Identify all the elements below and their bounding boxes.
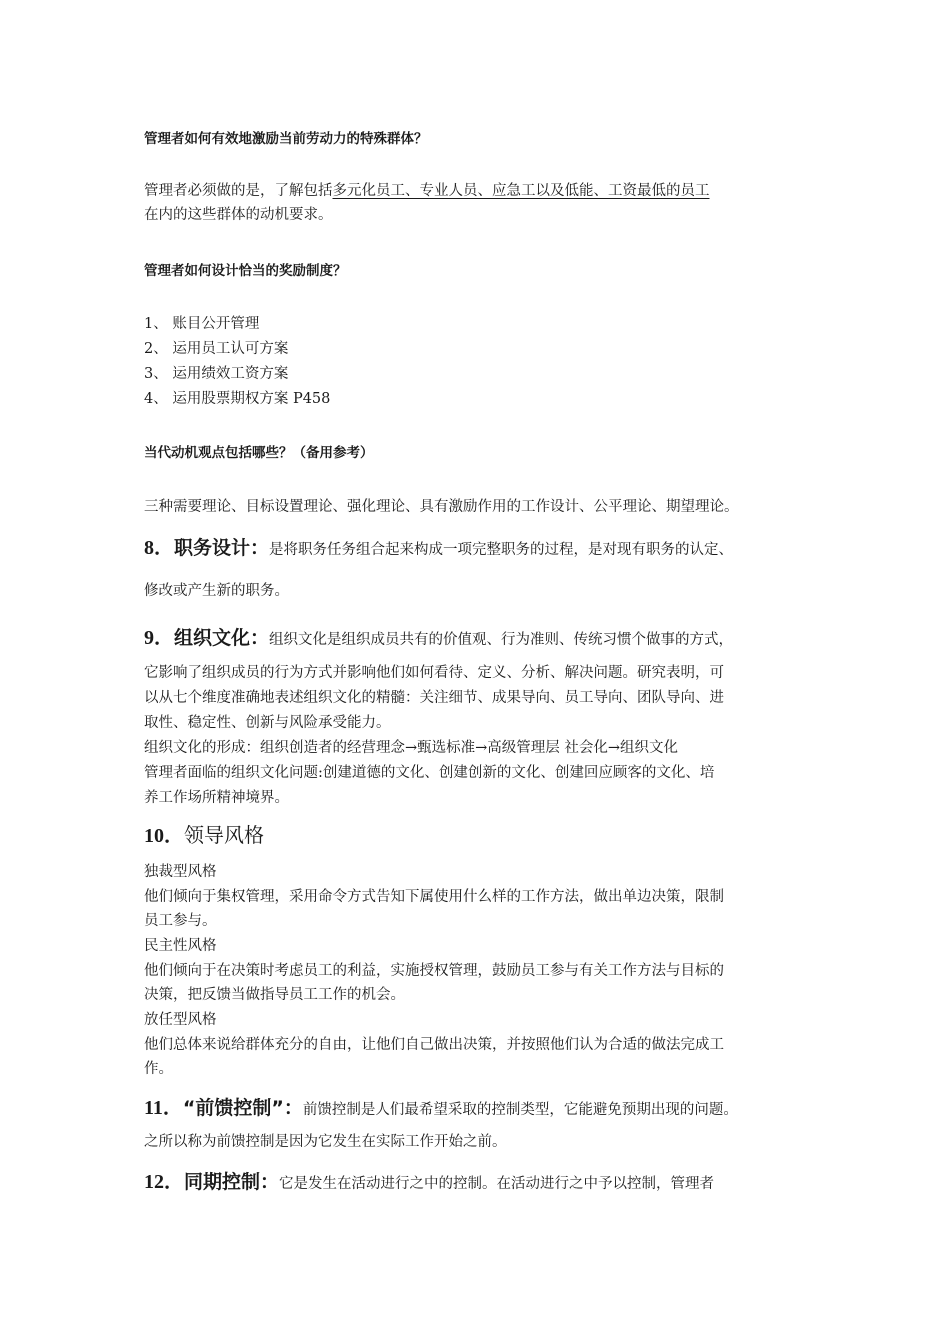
section-9-text: 组织文化是组织成员共有的价值观、行为准则、传统习惯个做事的方式，	[269, 632, 734, 648]
section-8-heading-line	[144, 534, 733, 564]
autocratic-desc-line2: 员工参与。	[144, 913, 217, 929]
section-11-text: 前馈控制是人们最希望采取的控制类型，它能避免预期出现的问题。	[302, 1102, 738, 1118]
laissez-faire-desc-line2: 作。	[144, 1061, 173, 1077]
democratic-desc-line1: 他们倾向于在决策时考虑员工的利益，实施授权管理，鼓励员工参与有关工作方法与目标的	[144, 963, 724, 979]
section-8-title: 职务设计：	[174, 537, 270, 559]
laissez-faire-desc-line1: 他们总体来说给群体充分的自由，让他们自己做出决策，并按照他们认为合适的做法完成工	[144, 1037, 724, 1053]
reward-item-1: 1、 账目公开管理	[144, 316, 260, 332]
section-10-heading	[144, 820, 264, 853]
section-10-number: 10．	[144, 825, 184, 847]
section-9-line4: 取性、稳定性、创新与风险承受能力。	[144, 715, 391, 731]
section-9-line7: 养工作场所精神境界。	[144, 790, 289, 806]
answer-special-groups-line2: 在内的这些群体的动机要求。	[144, 207, 333, 223]
section-9-line6: 管理者面临的组织文化问题:创建道德的文化、创建创新的文化、创建回应顾客的文化、培	[144, 765, 715, 781]
answer-underlined-text: 多元化员工、专业人员、应急工以及低能、工资最低的员工	[332, 183, 710, 199]
answer-text: 管理者必须做的是，了解包括	[144, 183, 333, 199]
section-11-number: 11．	[144, 1097, 183, 1119]
section-9-heading-line	[144, 624, 733, 654]
question-special-groups: 管理者如何有效地激励当前劳动力的特殊群体？	[144, 131, 428, 147]
leadership-style-democratic: 民主性风格	[144, 938, 217, 954]
democratic-desc-line2: 决策，把反馈当做指导员工工作的机会。	[144, 987, 405, 1003]
question-motivation-views: 当代动机观点包括哪些？（备用参考）	[144, 445, 374, 461]
section-12-title: 同期控制：	[184, 1171, 280, 1193]
section-11-line2: 之所以称为前馈控制是因为它发生在实际工作开始之前。	[144, 1134, 507, 1150]
answer-special-groups-line1	[144, 181, 710, 201]
section-8-line2: 修改或产生新的职务。	[144, 583, 289, 599]
section-12-heading-line	[144, 1168, 714, 1198]
section-9-title: 组织文化：	[174, 627, 270, 649]
leadership-style-autocratic: 独裁型风格	[144, 864, 217, 880]
reward-item-4: 4、 运用股票期权方案 P458	[144, 391, 331, 407]
autocratic-desc-line1: 他们倾向于集权管理，采用命令方式告知下属使用什么样的工作方法，做出单边决策，限制	[144, 889, 724, 905]
section-9-line5: 组织文化的形成：组织创造者的经营理念→甄选标准→高级管理层 社会化→组织文化	[144, 740, 679, 756]
section-9-line3: 以从七个维度准确地表述组织文化的精髓：关注细节、成果导向、员工导向、团队导向、进	[144, 690, 724, 706]
question-reward-system: 管理者如何设计恰当的奖励制度？	[144, 263, 347, 279]
section-9-number: 9．	[144, 627, 174, 649]
section-12-number: 12．	[144, 1171, 184, 1193]
section-11-heading-line	[144, 1094, 738, 1124]
section-11-title: “前馈控制”：	[182, 1097, 303, 1119]
section-9-line2: 它影响了组织成员的行为方式并影响他们如何看待、定义、分析、解决问题。研究表明，可	[144, 665, 724, 681]
answer-motivation-views: 三种需要理论、目标设置理论、强化理论、具有激励作用的工作设计、公平理论、期望理论。	[144, 499, 739, 515]
leadership-style-laissez-faire: 放任型风格	[144, 1012, 217, 1028]
reward-item-3: 3、 运用绩效工资方案	[144, 366, 289, 382]
reward-item-2: 2、 运用员工认可方案	[144, 341, 289, 357]
section-12-text: 它是发生在活动进行之中的控制。在活动进行之中予以控制，管理者	[279, 1176, 715, 1192]
section-8-text: 是将职务任务组合起来构成一项完整职务的过程，是对现有职务的认定、	[269, 542, 734, 558]
section-10-title: 领导风格	[184, 823, 264, 847]
section-8-number: 8．	[144, 537, 174, 559]
